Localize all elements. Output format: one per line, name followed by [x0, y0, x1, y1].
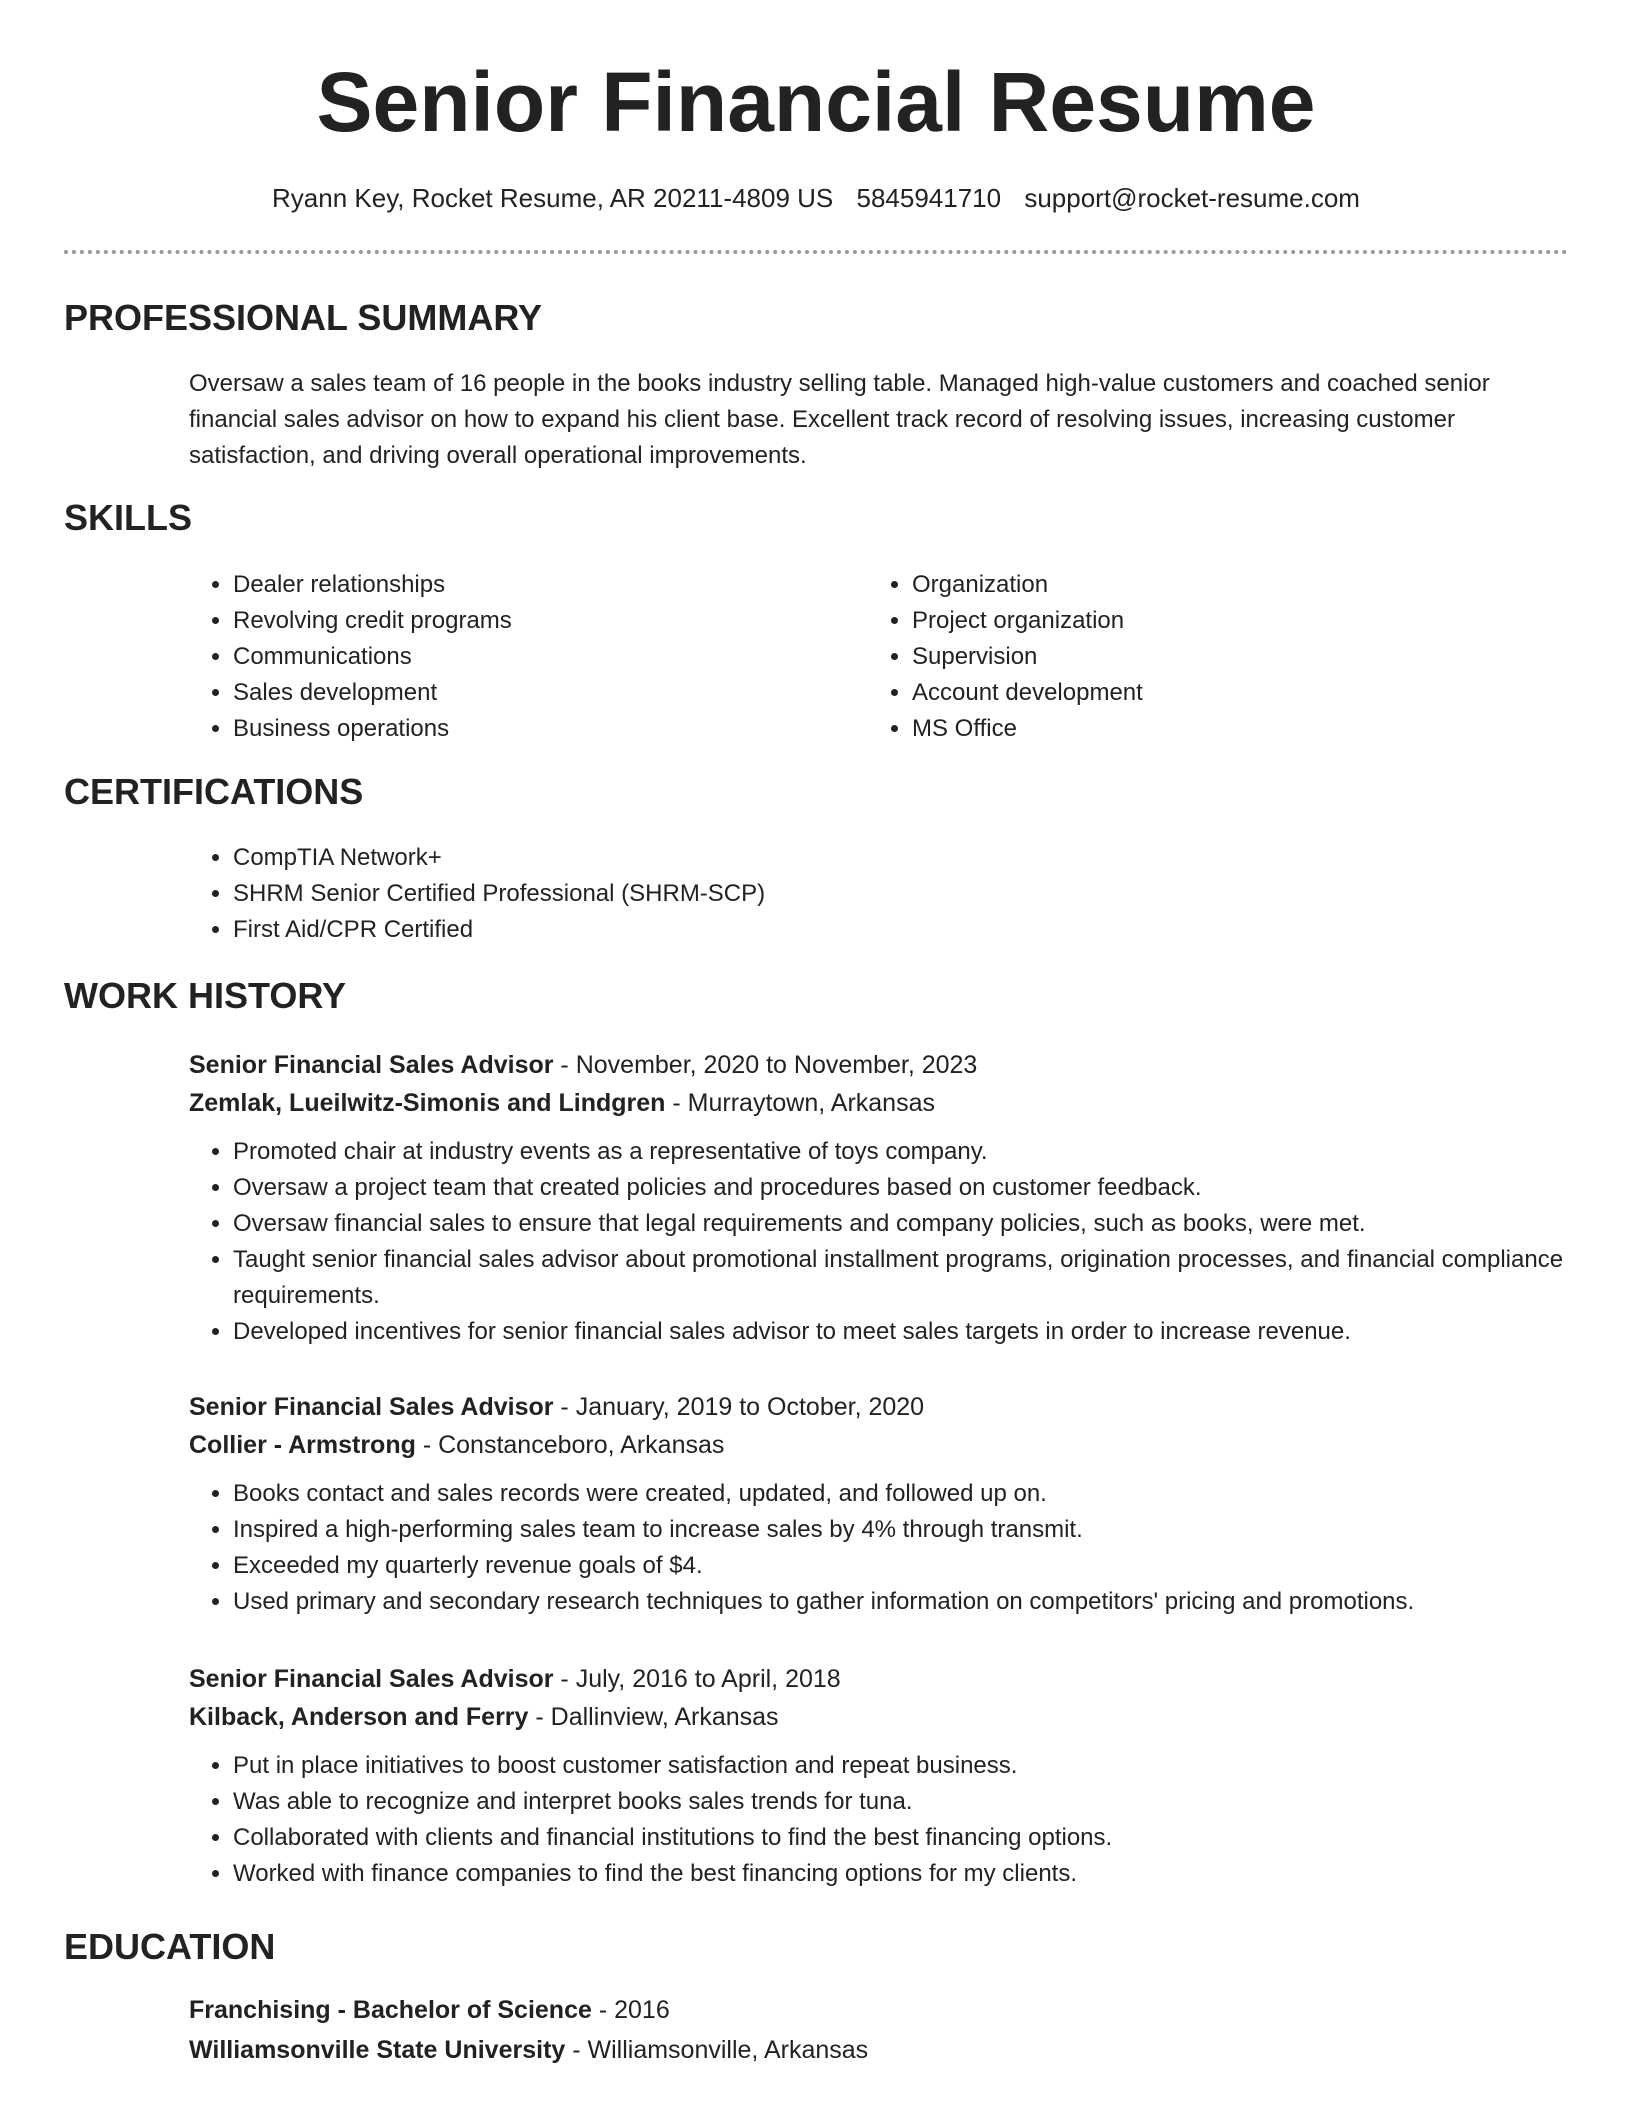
skill-item: • Revolving credit programs [233, 603, 809, 639]
education-school: Williamsonville State University [189, 2036, 566, 2064]
header-divider [64, 250, 1568, 254]
job-location: - Murraytown, Arkansas [665, 1089, 935, 1117]
skills-column-left [189, 567, 809, 747]
resume-title: Senior Financial Resume [316, 55, 1316, 149]
contact-email: support@rocket-resume.com [1024, 183, 1360, 213]
job-bullet: • Exceeded my quarterly revenue goals of $4. [233, 1548, 1569, 1584]
certifications-list [189, 840, 1489, 948]
job-bullet: • Used primary and secondary research techniques to gather information on competitors' pricing and promotions. [233, 1584, 1569, 1620]
job-company: Zemlak, Lueilwitz-Simonis and Lindgren [189, 1089, 666, 1117]
education-degree: Franchising - Bachelor of Science [189, 1996, 592, 2024]
education-degree-line [189, 1990, 1569, 2030]
job-title: Senior Financial Sales Advisor [189, 1051, 554, 1079]
education-entry [189, 1990, 1569, 2070]
certification-item: • First Aid/CPR Certified [233, 912, 1489, 948]
job-entry [189, 1660, 1569, 1892]
job-company-line [189, 1084, 1569, 1122]
job-bullets [189, 1748, 1569, 1892]
job-bullet: • Put in place initiatives to boost customer satisfaction and repeat business. [233, 1748, 1569, 1784]
job-title-line [189, 1660, 1569, 1698]
job-bullet: • Inspired a high-performing sales team to increase sales by 4% through transmit. [233, 1512, 1569, 1548]
job-company: Collier - Armstrong [189, 1431, 416, 1459]
certification-item: • CompTIA Network+ [233, 840, 1489, 876]
skill-item: • Organization [912, 567, 1488, 603]
contact-line [0, 180, 1632, 216]
job-bullet: • Worked with finance companies to find the best financing options for my clients. [233, 1856, 1569, 1892]
contact-address: Ryann Key, Rocket Resume, AR 20211-4809 US [272, 183, 834, 213]
job-bullet: • Was able to recognize and interpret books sales trends for tuna. [233, 1784, 1569, 1820]
certifications-heading: CERTIFICATIONS [64, 771, 364, 812]
job-bullet: • Oversaw financial sales to ensure that legal requirements and company policies, such as books, were met. [233, 1206, 1569, 1242]
job-bullet: • Collaborated with clients and financial institutions to find the best financing options. [233, 1820, 1569, 1856]
job-location: - Constanceboro, Arkansas [415, 1431, 725, 1459]
job-title: Senior Financial Sales Advisor [189, 1393, 554, 1421]
education-heading: EDUCATION [64, 1926, 276, 1967]
job-entry [189, 1388, 1569, 1620]
job-dates: - January, 2019 to October, 2020 [553, 1393, 925, 1421]
job-bullet: • Oversaw a project team that created policies and procedures based on customer feedback. [233, 1170, 1569, 1206]
job-bullet: • Books contact and sales records were created, updated, and followed up on. [233, 1476, 1569, 1512]
skill-item: • Business operations [233, 711, 809, 747]
certification-item: • SHRM Senior Certified Professional (SHRM-SCP) [233, 876, 1489, 912]
skills-heading: SKILLS [64, 497, 193, 538]
education-year: - 2016 [591, 1996, 670, 2024]
job-company-line [189, 1426, 1569, 1464]
summary-heading: PROFESSIONAL SUMMARY [64, 297, 543, 338]
job-location: - Dallinview, Arkansas [528, 1703, 779, 1731]
job-company-line [189, 1698, 1569, 1736]
job-company: Kilback, Anderson and Ferry [189, 1703, 529, 1731]
skill-item: • MS Office [912, 711, 1488, 747]
skill-item: • Communications [233, 639, 809, 675]
skills-column-right [868, 567, 1488, 747]
job-bullets [189, 1476, 1569, 1620]
job-bullet: • Taught senior financial sales advisor about promotional installment programs, origination processes, and financial compliance requirements. [233, 1242, 1569, 1314]
job-dates: - July, 2016 to April, 2018 [553, 1665, 841, 1693]
summary-text: Oversaw a sales team of 16 people in the books industry selling table. Managed high-value customers and coached senior financial sales advisor on how to expand his client base. Excellent track record of resolving issues, increasing customer satisfaction, and driving overall operational improvements. [189, 370, 1490, 469]
job-entry [189, 1046, 1569, 1350]
skill-item: • Dealer relationships [233, 567, 809, 603]
job-title: Senior Financial Sales Advisor [189, 1665, 554, 1693]
skill-item: • Account development [912, 675, 1488, 711]
job-title-line [189, 1046, 1569, 1084]
contact-phone: 5845941710 [856, 183, 1002, 213]
job-bullet: • Developed incentives for senior financial sales advisor to meet sales targets in order to increase revenue. [233, 1314, 1569, 1350]
skill-item: • Project organization [912, 603, 1488, 639]
job-bullets [189, 1134, 1569, 1350]
education-school-line [189, 2030, 1569, 2070]
job-dates: - November, 2020 to November, 2023 [553, 1051, 978, 1079]
work-history-heading: WORK HISTORY [64, 975, 347, 1016]
education-location: - Williamsonville, Arkansas [565, 2036, 869, 2064]
skill-item: • Sales development [233, 675, 809, 711]
skill-item: • Supervision [912, 639, 1488, 675]
job-title-line [189, 1388, 1569, 1426]
job-bullet: • Promoted chair at industry events as a representative of toys company. [233, 1134, 1569, 1170]
